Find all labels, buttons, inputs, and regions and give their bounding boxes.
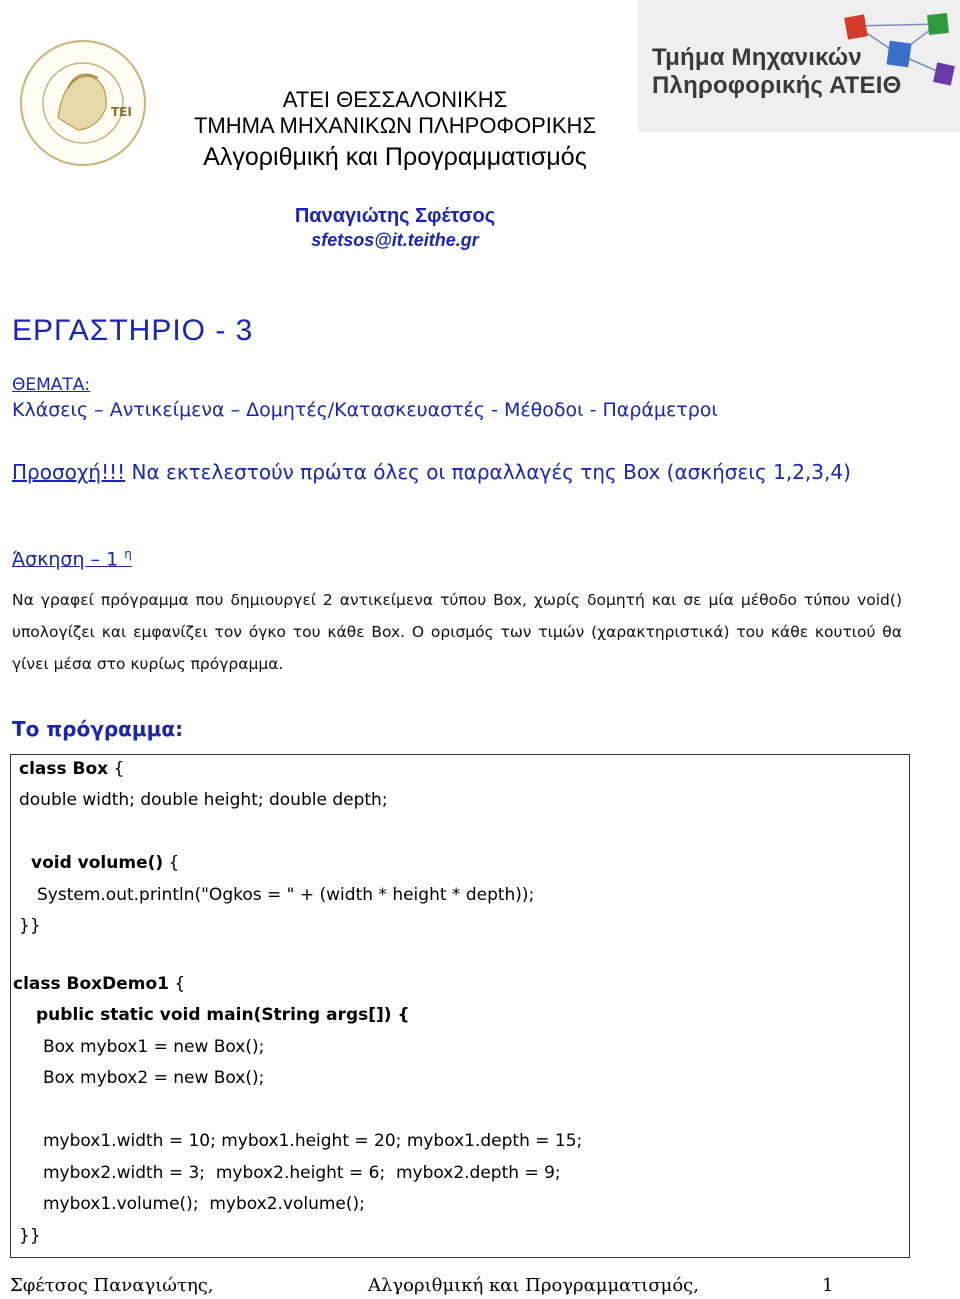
code-line-13: }}: [19, 1226, 41, 1246]
footer-course: Αλγοριθμική και Προγραμματισμός,: [368, 1275, 699, 1296]
institution-seal-logo: [8, 38, 158, 168]
footer-page-number: 1: [822, 1275, 834, 1296]
department-name: ΤΜΗΜΑ ΜΗΧΑΝΙΚΩΝ ΠΛΗΡΟΦΟΡΙΚΗΣ: [193, 113, 597, 138]
dept-logo-line2: Πληροφορικής ΑΤΕΙΘ: [652, 72, 902, 99]
code-line-7: public static void main(String args[]) {: [36, 1005, 410, 1025]
code-line-2: double width; double height; double depth;: [19, 790, 388, 810]
warning-text: Να εκτελεστούν πρώτα όλες οι παραλλαγές της Box (ασκήσεις 1,2,3,4): [125, 460, 851, 484]
author-name: Παναγιώτης Σφέτσος: [294, 205, 496, 227]
code-line-9: Box mybox2 = new Box();: [43, 1068, 265, 1088]
topics-list: Κλάσεις – Αντικείμενα – Δομητές/Κατασκευαστές - Μέθοδοι - Παράμετροι: [12, 399, 718, 421]
lab-title: ΕΡΓΑΣΤΗΡΙΟ - 3: [12, 314, 254, 347]
code-block: [10, 754, 910, 1258]
warning-lead: Προσοχή!!!: [12, 460, 126, 484]
exercise-title-text: Άσκηση – 1: [12, 548, 119, 571]
code-line-8: Box mybox1 = new Box();: [43, 1037, 265, 1057]
department-logo: [638, 0, 960, 132]
author-email[interactable]: sfetsos@it.teithe.gr: [311, 230, 479, 250]
code-line-12: mybox1.volume(); mybox2.volume();: [43, 1194, 365, 1214]
topics-label: ΘΕΜΑΤΑ:: [12, 375, 91, 395]
exercise-description: Να γραφεί πρόγραμμα που δημιουργεί 2 αντικείμενα τύπου Box, χωρίς δομητή και σε μία μέθοδο τύπου void() υπολογίζει και εμφανίζει τον όγκο του κάθε Box. Ο ορισμός των τιμών (χαρακτηριστικά) του κάθε κουτιού θα γίνει μέσα στο κυρίως πρόγραμμα.: [12, 591, 902, 673]
course-name: Αλγοριθμική και Προγραμματισμός: [203, 143, 587, 171]
code-line-6: class BoxDemo1 {: [13, 974, 186, 994]
institution-name: ΑΤΕΙ ΘΕΣΣΑΛΟΝΙΚΗΣ: [282, 87, 508, 112]
code-line-1: class Box {: [19, 759, 125, 779]
code-line-10: mybox1.width = 10; mybox1.height = 20; mybox1.depth = 15;: [43, 1131, 583, 1151]
program-label: Το πρόγραμμα:: [12, 717, 184, 741]
network-nodes-icon: [838, 6, 958, 96]
footer-author: Σφέτσος Παναγιώτης,: [10, 1275, 214, 1296]
code-line-4: System.out.println("Ogkos = " + (width * height * depth));: [37, 885, 535, 905]
code-line-11: mybox2.width = 3; mybox2.height = 6; mybox2.depth = 9;: [43, 1163, 561, 1183]
warning-paragraph: [12, 458, 902, 487]
exercise-title-sup: η: [124, 547, 132, 561]
code-line-5: }}: [19, 916, 41, 936]
code-line-3: void volume() {: [31, 853, 180, 873]
dept-logo-line1: Τμήμα Μηχανικών: [652, 44, 862, 71]
exercise-title: [12, 547, 132, 570]
seal-center-text: ΤΕΙ: [111, 105, 132, 119]
